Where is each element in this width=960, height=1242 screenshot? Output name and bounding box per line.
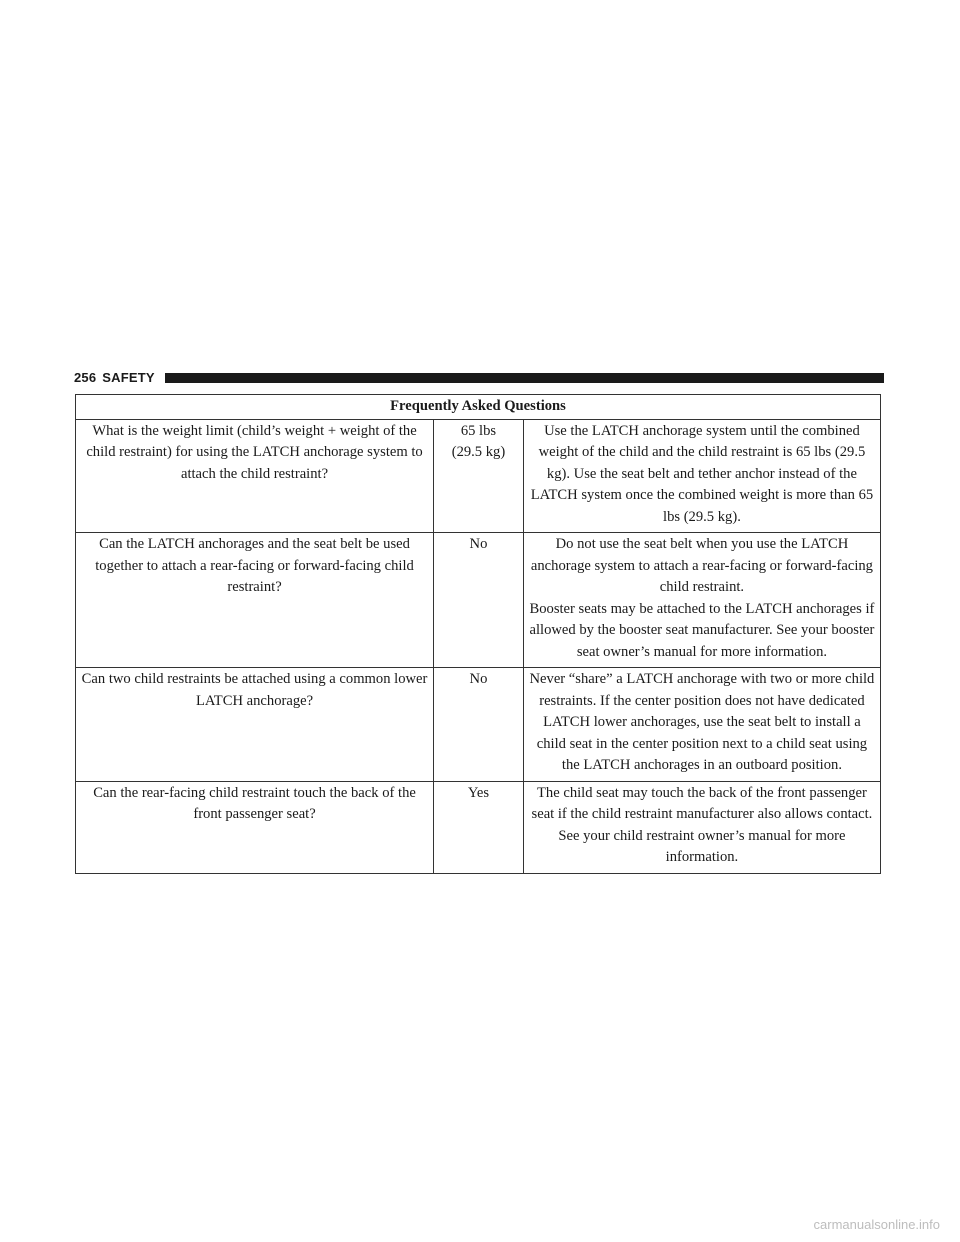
answer-cell: [434, 781, 524, 873]
note-cell: [523, 533, 880, 668]
note-cell: [523, 781, 880, 873]
header-rule: [165, 373, 884, 383]
table-title-row: [76, 395, 881, 420]
table-row: [76, 533, 881, 668]
note-paragraph: The child seat may touch the back of the front passenger seat if the child restraint manufacturer also allows contact. See your child restraint owner’s manual for more information.: [531, 784, 873, 865]
page-number: 256: [74, 370, 97, 385]
question-cell: Can the rear-facing child restraint touch the back of the front passenger seat?: [76, 781, 434, 873]
note-cell: [523, 668, 880, 782]
answer-text: Yes: [467, 784, 490, 801]
answer-text: No: [469, 671, 488, 687]
answer-text-metric: (29.5 kg): [451, 444, 506, 460]
note-paragraph: Do not use the seat belt when you use the LATCH anchorage system to attach a rear-facing or forward-facing child restraint.: [530, 536, 873, 595]
answer-cell: [434, 668, 524, 782]
answer-cell: [434, 533, 524, 668]
watermark-link[interactable]: carmanualsonline.info: [813, 1217, 940, 1232]
note-cell: [523, 419, 880, 533]
table-title: Frequently Asked Questions: [76, 395, 881, 420]
note-paragraph: Use the LATCH anchorage system until the combined weight of the child and the child restraint is 65 lbs (29.5 kg). Use the seat belt and tether anchor instead of the LATCH system once the combined weight is more than 65 lbs (29.5 kg).: [530, 422, 874, 525]
answer-text: 65 lbs: [460, 422, 497, 439]
table-row: [76, 668, 881, 782]
answer-cell: [434, 419, 524, 533]
note-paragraph: Never “share” a LATCH anchorage with two or more child restraints. If the center position does not have dedicated LATCH lower anchorages, use the seat belt to install a child seat in the center position next to a child seat using the LATCH anchorages in an outboard position.: [529, 671, 875, 773]
question-cell: Can the LATCH anchorages and the seat belt be used together to attach a rear-facing or forward-facing child restraint?: [76, 533, 434, 668]
table-row: [76, 419, 881, 533]
faq-table: [75, 394, 881, 874]
table-row: [76, 781, 881, 873]
note-paragraph: Booster seats may be attached to the LATCH anchorages if allowed by the booster seat manufacturer. See your booster seat owner’s manual for more information.: [529, 600, 875, 660]
answer-text: No: [469, 536, 488, 552]
question-cell: What is the weight limit (child’s weight + weight of the child restraint) for using the LATCH anchorage system to attach the child restraint?: [76, 419, 434, 533]
page-header: [74, 370, 884, 386]
question-cell: Can two child restraints be attached using a common lower LATCH anchorage?: [76, 668, 434, 782]
section-title: SAFETY: [102, 370, 155, 385]
